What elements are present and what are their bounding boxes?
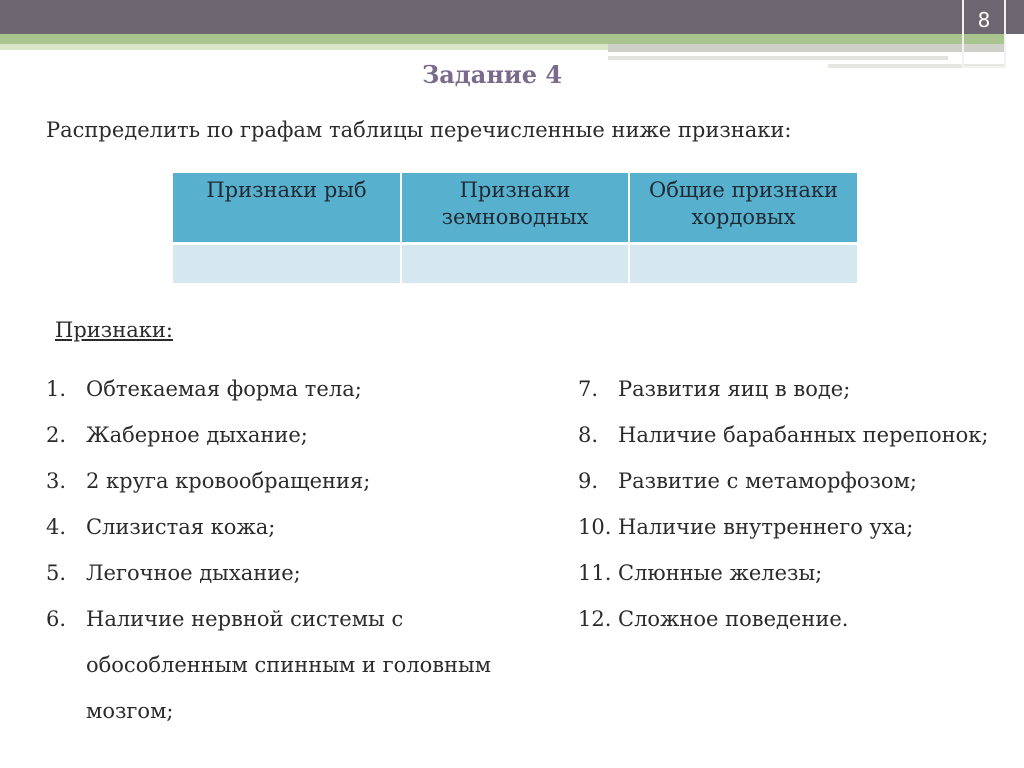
list-item-number: 6. (46, 607, 67, 631)
list-item-text: Наличие нервной системы с обособленным спинным и головным мозгом; (86, 607, 492, 723)
slide-title: Задание 4 (421, 60, 563, 89)
list-item (578, 458, 998, 504)
slide-number: 8 (977, 8, 991, 32)
list-item-text: 2 круга кровообращения; (86, 469, 371, 493)
table-cell-fish[interactable] (173, 243, 401, 283)
table-cell-chordates[interactable] (629, 243, 857, 283)
table-cell-amphibians[interactable] (401, 243, 629, 283)
list-item (46, 504, 566, 550)
list-item-number: 4. (46, 515, 67, 539)
list-item-text: Развитие с метаморфозом; (618, 469, 917, 493)
signs-list-right (578, 366, 998, 642)
top-banner (0, 0, 1024, 34)
list-item-text: Слизистая кожа; (86, 515, 276, 539)
table-header-amphibians: Признаки земноводных (401, 173, 629, 243)
instruction-text: Распределить по графам таблицы перечисленные ниже признаки: (46, 118, 792, 142)
list-item (46, 366, 566, 412)
list-item-number: 3. (46, 469, 67, 493)
list-item (578, 504, 998, 550)
banner-grey-stripe (608, 44, 1006, 52)
list-item (578, 550, 998, 596)
list-item-text: Легочное дыхание; (86, 561, 301, 585)
table-header-chordates: Общие признаки хордовых (629, 173, 857, 243)
list-item (46, 596, 566, 734)
list-item-number: 7. (578, 377, 599, 401)
list-item-text: Обтекаемая форма тела; (86, 377, 362, 401)
signs-list-left (46, 366, 566, 734)
list-item-text: Наличие внутреннего уха; (618, 515, 914, 539)
list-item (578, 366, 998, 412)
list-item (46, 458, 566, 504)
list-item-text: Сложное поведение. (618, 607, 849, 631)
list-item-text: Жаберное дыхание; (86, 423, 308, 447)
list-item-number: 11. (578, 561, 612, 585)
list-item-number: 1. (46, 377, 67, 401)
list-item-number: 2. (46, 423, 67, 447)
list-item-text: Развития яиц в воде; (618, 377, 851, 401)
list-item (46, 412, 566, 458)
list-item-text: Слюнные железы; (618, 561, 823, 585)
list-item-number: 9. (578, 469, 599, 493)
table-header-fish: Признаки рыб (173, 173, 401, 243)
signs-heading: Признаки: (55, 318, 173, 342)
list-item-number: 10. (578, 515, 612, 539)
banner-light-green-stripe (0, 44, 608, 50)
list-item (46, 550, 566, 596)
list-item-number: 5. (46, 561, 67, 585)
list-item (578, 596, 998, 642)
classification-table (173, 173, 857, 288)
banner-green-stripe (0, 34, 1006, 44)
list-item-text: Наличие барабанных перепонок; (618, 423, 989, 447)
list-item (578, 412, 998, 458)
list-item-number: 8. (578, 423, 599, 447)
list-item-number: 12. (578, 607, 612, 631)
